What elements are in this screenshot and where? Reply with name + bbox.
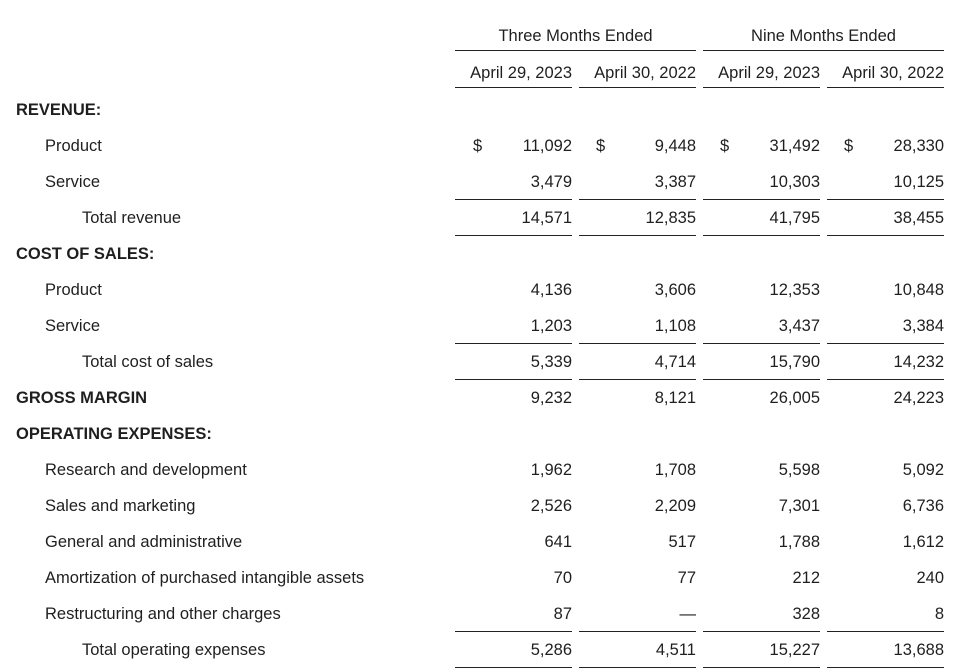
cell-q-2022: 12,835 [645, 209, 696, 227]
cell-ytd-2023: 328 [792, 605, 820, 623]
total-label: Total operating expenses [82, 641, 266, 659]
table-row [0, 200, 963, 236]
section-heading: REVENUE: [16, 101, 102, 119]
cell-q-2022: 4,511 [655, 641, 696, 659]
cell-ytd-2023: 212 [792, 569, 820, 587]
currency-symbol: $ [844, 137, 854, 155]
cell-q-2023: 87 [553, 605, 572, 623]
cell-ytd-2022: 28,330 [893, 137, 944, 155]
table-row [0, 164, 963, 200]
row-label: Product [45, 281, 102, 299]
cell-q-2022: 77 [677, 569, 696, 587]
section-heading: OPERATING EXPENSES: [16, 425, 212, 443]
cell-q-2023: 3,479 [530, 173, 572, 191]
cell-ytd-2022: 14,232 [893, 353, 944, 371]
table-row [0, 344, 963, 380]
cell-ytd-2023: 41,795 [769, 209, 820, 227]
cell-ytd-2023: 5,598 [778, 461, 820, 479]
row-label: Sales and marketing [45, 497, 196, 515]
row-label: Product [45, 137, 102, 155]
cell-ytd-2022: 13,688 [893, 641, 944, 659]
cell-ytd-2022: 6,736 [902, 497, 944, 515]
cell-ytd-2022: 240 [916, 569, 944, 587]
cell-q-2022: — [679, 605, 696, 623]
table-row [0, 560, 963, 596]
column-header-ytd-2023: April 29, 2023 [703, 62, 820, 88]
section-heading: GROSS MARGIN [16, 389, 148, 407]
row-label: Research and development [45, 461, 247, 479]
currency-symbol: $ [473, 137, 483, 155]
cell-q-2023: 1,962 [530, 461, 572, 479]
cell-q-2022: 1,708 [654, 461, 696, 479]
cell-ytd-2023: 15,227 [769, 641, 820, 659]
table-row [0, 596, 963, 632]
row-label: Restructuring and other charges [45, 605, 281, 623]
table-row [0, 236, 963, 272]
table-row [0, 92, 963, 128]
total-label: Total revenue [82, 209, 182, 227]
table-row [0, 380, 963, 416]
cell-ytd-2022: 3,384 [902, 317, 944, 335]
cell-ytd-2022: 8 [934, 605, 944, 623]
cell-q-2023: 14,571 [521, 209, 572, 227]
currency-symbol: $ [720, 137, 730, 155]
total-label: Total cost of sales [82, 353, 214, 371]
cell-q-2023: 1,203 [530, 317, 572, 335]
table-row [0, 524, 963, 560]
currency-symbol: $ [596, 137, 606, 155]
group-header-three-months: Three Months Ended [455, 26, 696, 51]
row-label: Service [45, 173, 101, 191]
subtotal-rule [703, 667, 820, 668]
cell-q-2022: 517 [668, 533, 696, 551]
cell-ytd-2022: 10,848 [893, 281, 944, 299]
cell-ytd-2022: 10,125 [893, 173, 944, 191]
column-header-q-2023: April 29, 2023 [455, 62, 572, 88]
cell-ytd-2023: 3,437 [778, 317, 820, 335]
cell-ytd-2023: 10,303 [769, 173, 820, 191]
cell-ytd-2023: 12,353 [769, 281, 820, 299]
cell-ytd-2023: 7,301 [778, 497, 820, 515]
subtotal-rule [579, 667, 696, 668]
cell-q-2023: 2,526 [530, 497, 572, 515]
cell-ytd-2022: 38,455 [893, 209, 944, 227]
cell-q-2022: 8,121 [654, 389, 696, 407]
cell-q-2022: 2,209 [654, 497, 696, 515]
cell-q-2023: 5,339 [530, 353, 572, 371]
cell-q-2023: 70 [553, 569, 572, 587]
cell-q-2022: 3,606 [654, 281, 696, 299]
table-row [0, 632, 963, 668]
cell-q-2023: 11,092 [522, 137, 572, 155]
table-row [0, 272, 963, 308]
cell-q-2022: 4,714 [654, 353, 696, 371]
cell-q-2022: 1,108 [654, 317, 696, 335]
table-row [0, 488, 963, 524]
row-label: Service [45, 317, 101, 335]
cell-q-2023: 641 [544, 533, 572, 551]
cell-q-2023: 9,232 [530, 389, 572, 407]
section-heading: COST OF SALES: [16, 245, 155, 263]
subtotal-rule [827, 667, 944, 668]
column-header-q-2022: April 30, 2022 [579, 62, 696, 88]
row-label: General and administrative [45, 533, 243, 551]
cell-q-2022: 3,387 [654, 173, 696, 191]
subtotal-rule [455, 667, 572, 668]
cell-ytd-2023: 31,492 [769, 137, 820, 155]
group-header-nine-months: Nine Months Ended [703, 26, 944, 51]
column-header-ytd-2022: April 30, 2022 [827, 62, 944, 88]
table-row [0, 308, 963, 344]
table-row [0, 128, 963, 164]
table-row [0, 452, 963, 488]
cell-ytd-2022: 5,092 [902, 461, 944, 479]
cell-ytd-2023: 26,005 [769, 389, 820, 407]
cell-ytd-2022: 1,612 [902, 533, 944, 551]
cell-ytd-2022: 24,223 [893, 389, 944, 407]
cell-ytd-2023: 15,790 [769, 353, 820, 371]
cell-q-2023: 5,286 [530, 641, 572, 659]
cell-q-2023: 4,136 [530, 281, 572, 299]
row-label: Amortization of purchased intangible assets [45, 569, 365, 587]
cell-q-2022: 9,448 [654, 137, 696, 155]
cell-ytd-2023: 1,788 [778, 533, 820, 551]
table-row [0, 416, 963, 452]
